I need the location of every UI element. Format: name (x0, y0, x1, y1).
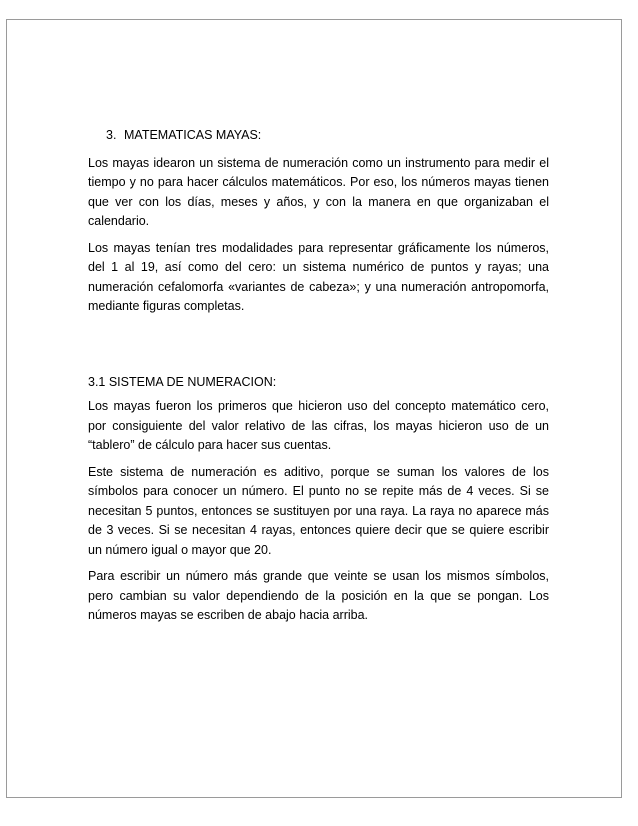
section-3-paragraph-1: Los mayas idearon un sistema de numeración como un instrumento para medir el tiempo y no para hacer cálculos matemáticos. Por eso, los números mayas tienen que ver con los días, meses y años, y con la manera en que organizaban el calendario. (88, 155, 549, 228)
section-3-1-paragraph-2: Este sistema de numeración es aditivo, porque se suman los valores de los símbolos para conocer un número. El punto no se repite más de 4 veces. Si se necesitan 5 puntos, entonces se sustituyen por una raya. La raya no aparece más de 3 veces. Si se necesitan 4 rayas, entonces quiere decir que se quiere escribir un número igual o mayor que 20. (88, 464, 549, 557)
section-3-title: MATEMATICAS MAYAS: (124, 128, 262, 142)
document-body (88, 126, 549, 633)
section-3-heading (88, 126, 549, 146)
section-spacer (88, 324, 549, 373)
section-3-1-heading: 3.1 SISTEMA DE NUMERACION: (88, 374, 277, 389)
section-3-number: 3. (106, 128, 117, 142)
section-3-1-paragraph-1: Los mayas fueron los primeros que hicieron uso del concepto matemático cero, por consiguiente del valor relativo de las cifras, los mayas hicieron uso de un “tablero” de cálculo para hacer sus cuentas. (88, 399, 549, 452)
section-3-1-paragraph-3: Para escribir un número más grande que veinte se usan los mismos símbolos, pero cambian su valor dependiendo de la posición en la que se pongan. Los números mayas se escriben de abajo hacia arriba. (88, 569, 549, 622)
section-3-paragraph-2: Los mayas tenían tres modalidades para representar gráficamente los números, del 1 al 19, así como del cero: un sistema numérico de puntos y rayas; una numeración cefalomorfa «variantes de cabeza»; y una numeración antropomorfa, mediante figuras completas. (88, 240, 549, 313)
